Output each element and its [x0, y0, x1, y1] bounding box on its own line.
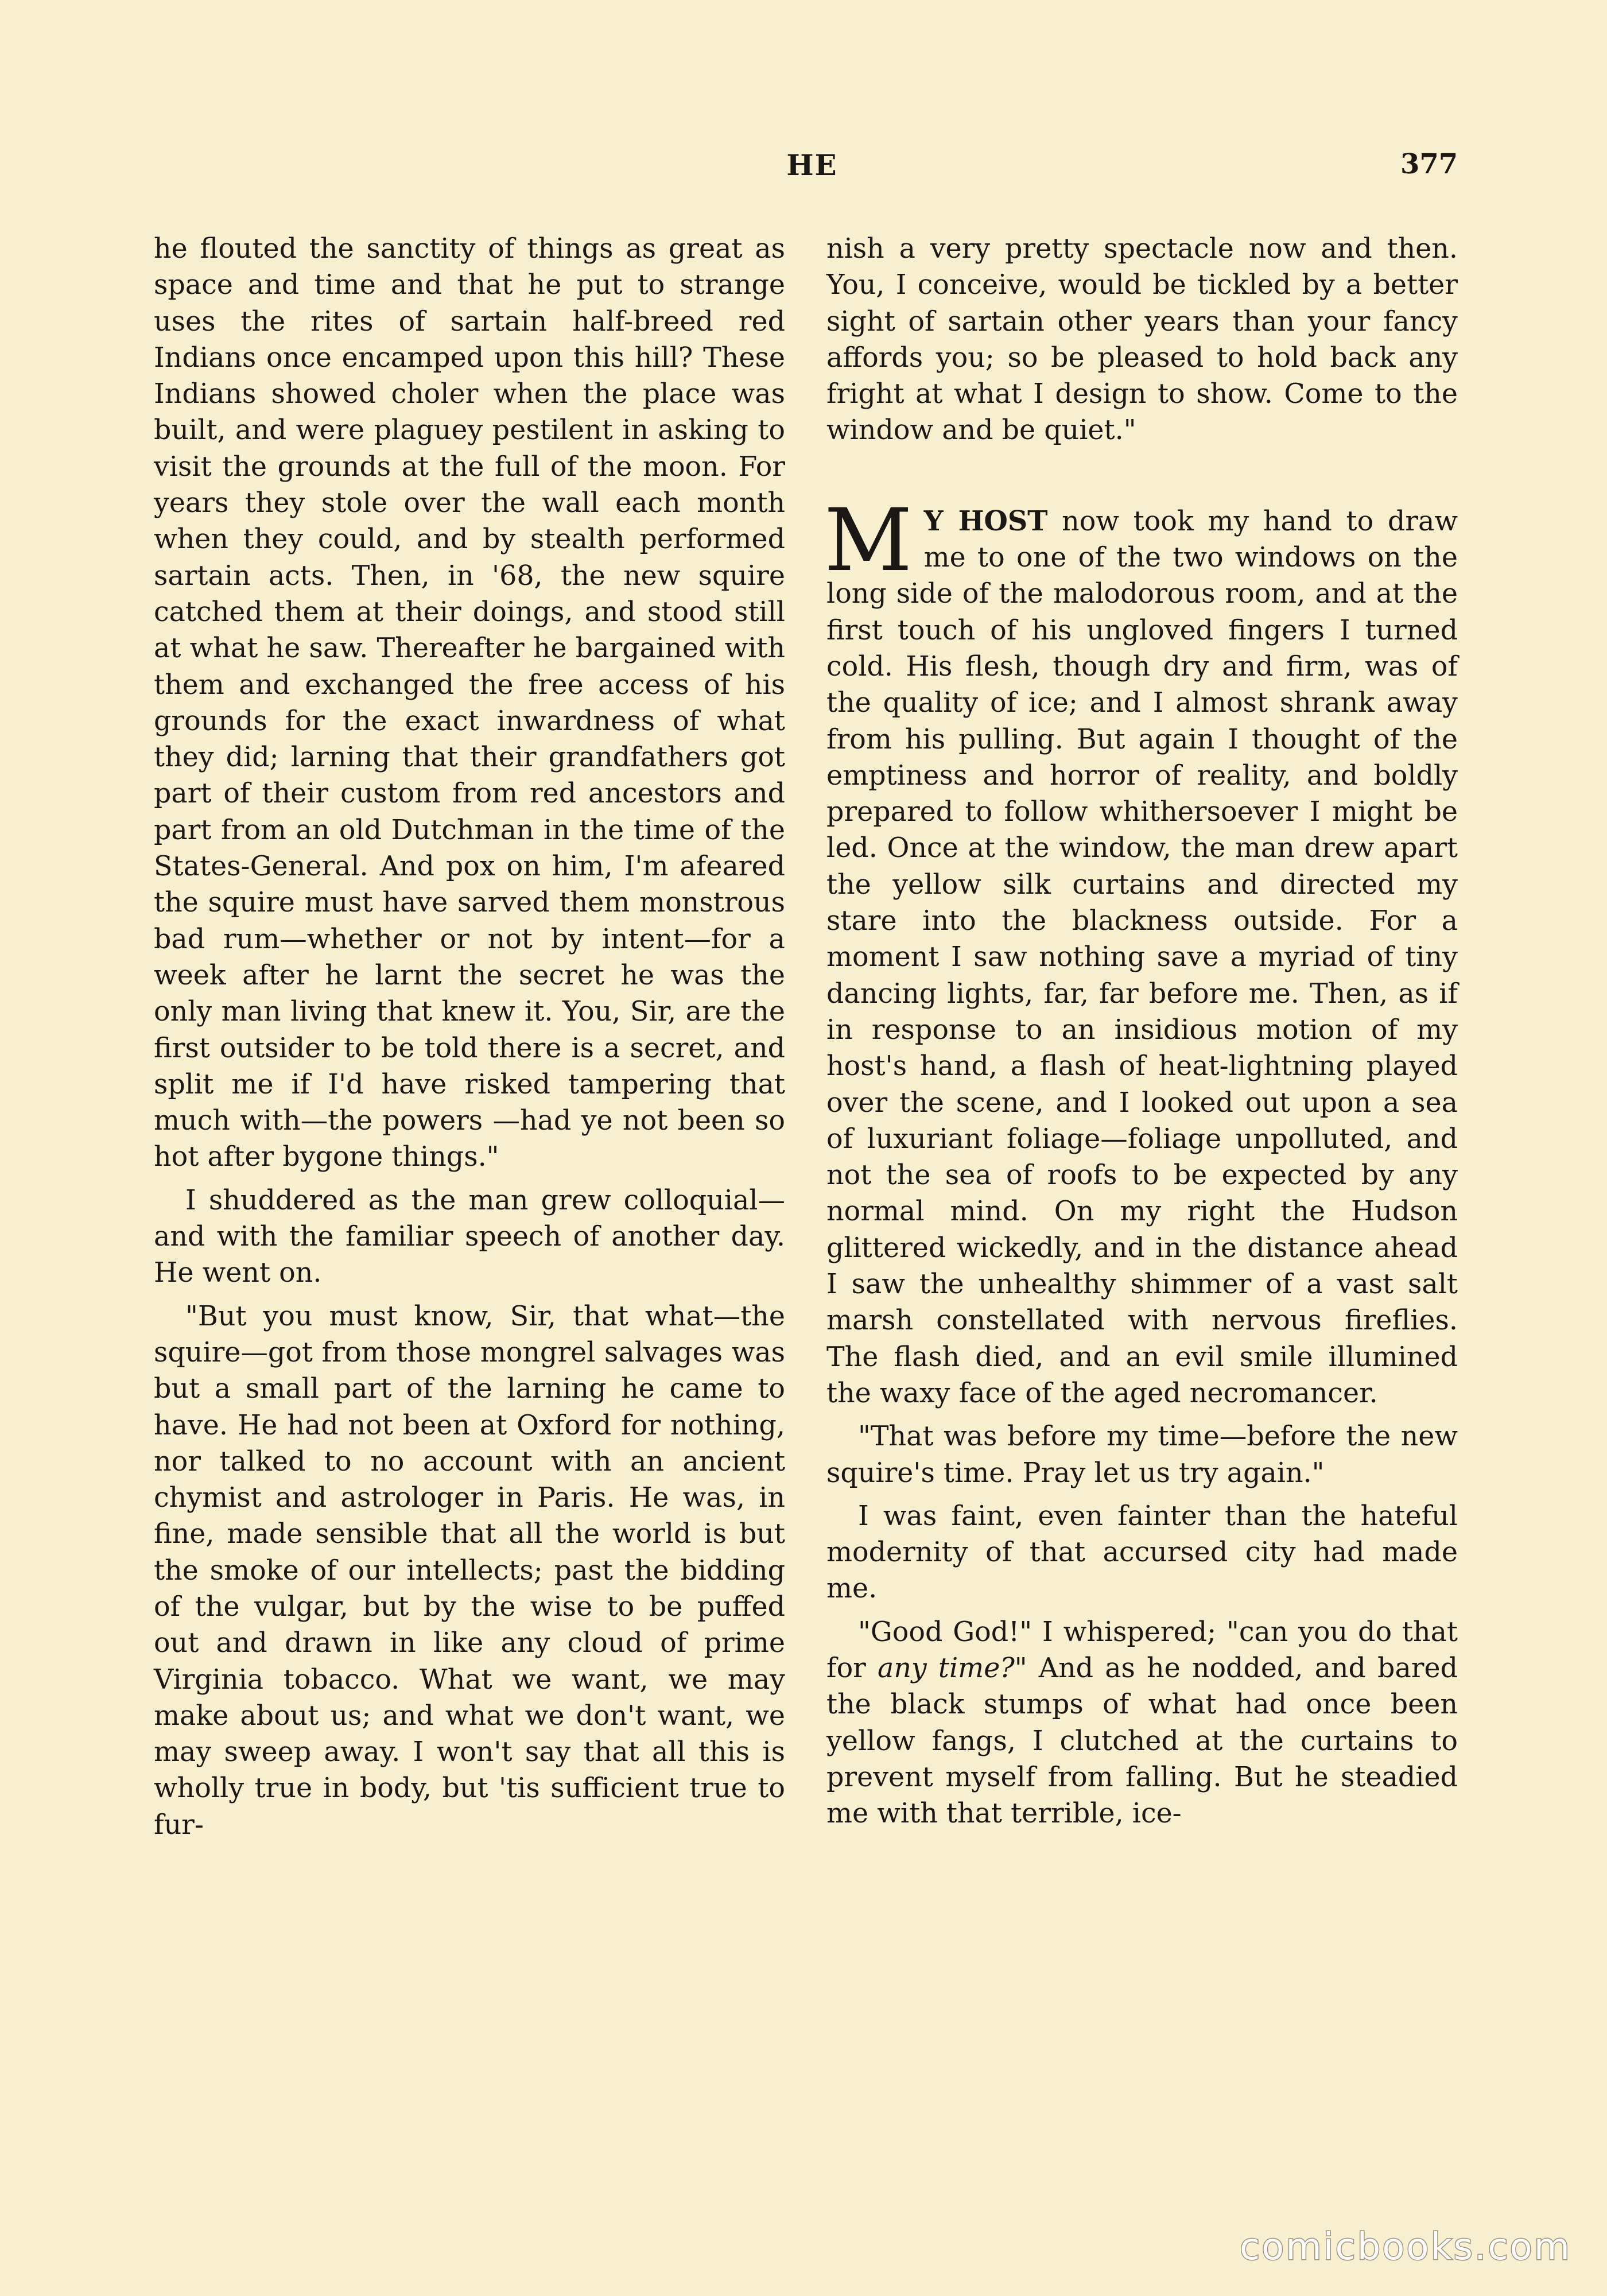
drop-cap: M [824, 490, 913, 591]
page-number: 377 [1400, 148, 1458, 180]
running-head [0, 148, 1607, 188]
small-caps-lead: Y HOST [923, 505, 1048, 537]
paragraph: "But you must know, Sir, that what—the squire—got from those mongrel salvages was but a small part of the larning he came to have. He had not been at Oxford for nothing, nor talked to no account with an ancient chymist and astrologer in Paris. He was, in fine, made sensible that all the world is but the smoke of our intellects; past the bidding of the vulgar, but by the wise to be puffed out and drawn in like any cloud of prime Virginia tobacco. What we want, we may make about us; and what we don't want, we may sweep away. I won't say that all this is wholly true in body, but 'tis sufficient true to fur- [154, 1300, 785, 1841]
paragraph-text: "Good God!" I whispered; "can you do that for [826, 1616, 1458, 1684]
paragraph [826, 1614, 1458, 1832]
paragraph: he flouted the sanctity of things as great as space and time and that he put to strange uses the rites of sartain half-breed red Indians once encamped upon this hill? These Indians showed choler when the place was built, and were plaguey pestilent in asking to visit the grounds at the full of the moon. For years they stole over the wall each month when they could, and by stealth performed sartain acts. Then, in '68, the new squire catched them at their doings, and stood still at what he saw. Thereafter he bargained with them and exchanged the free access of his grounds for the exact inwardness of what they did; larning that their grandfathers got part of their custom from red ancestors and part from an old Dutchman in the time of the States-General. And pox on him, I'm afeared the squire must have sarved them monstrous bad rum—whether or not by intent—for a week after he larnt the secret he was the only man living that knew it. You, Sir, are the first outsider to be told there is a secret, and split me if I'd have risked tampering that much with—the powers —had ye not been so hot after bygone things." [154, 233, 785, 1173]
left-column [154, 231, 785, 1843]
watermark: comicbooks.com [1239, 2226, 1571, 2268]
paragraph-text: now took my hand to draw me to one of the two windows on the long side of the malodorous room, and at the first touch of his ungloved fingers I turned cold. His flesh, though dry and firm, was of the quality of ice; and I almost shrank away from his pulling. But again I thought of the emptiness and horror of reality, and boldly prepared to follow whithersoever I might be led. Once at the window, the man drew apart the yellow silk curtains and directed my stare into the blackness outside. For a moment I saw nothing save a myriad of tiny dancing lights, far, far before me. Then, as if in response to an insidious motion of my host's hand, a flash of heat-lightning played over the scene, and I looked out upon a sea of luxuriant foliage—foliage unpolluted, and not the sea of roofs to be expected by any normal mind. On my right the Hudson glittered wickedly, and in the distance ahead I saw the unhealthy shimmer of a vast salt marsh constellated with nervous fireflies. The flash died, and an evil smile illumined the waxy face of the aged necromancer. [826, 505, 1458, 1409]
paragraph-text: " And as he nodded, and bared the black stumps of what had once been yellow fangs, I clutched at the curtains to prevent myself from falling. But he steadied me with that terrible, ice- [826, 1652, 1458, 1830]
paragraph: I was faint, even fainter than the hateful modernity of that accursed city had made me. [826, 1500, 1458, 1605]
paragraph: nish a very pretty spectacle now and then. You, I conceive, would be tickled by a better sight of sartain other years than your fancy affords you; so be pleased to hold back any fright at what I design to show. Come to the window and be quiet." [826, 233, 1458, 447]
page-title: HE [786, 148, 838, 182]
paragraph: I shuddered as the man grew colloquial—and with the familiar speech of another day. He went on. [154, 1184, 785, 1289]
right-column [826, 231, 1458, 1832]
paragraph: "That was before my time—before the new squire's time. Pray let us try again." [826, 1421, 1458, 1489]
section-opening-paragraph [824, 490, 1458, 1411]
emphasis-text: any time? [878, 1652, 1015, 1684]
